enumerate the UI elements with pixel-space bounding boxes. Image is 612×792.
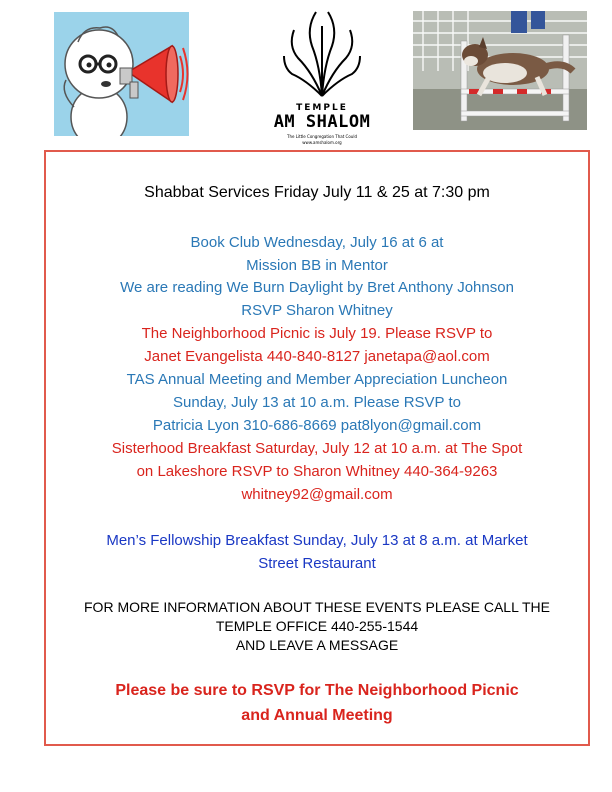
rsvp-reminder-line-2: and Annual Meeting [241,707,393,724]
info-line-2: TEMPLE OFFICE 440-255-1544 [215,618,419,634]
picnic-line-2: Janet Evangelista 440-840-8127 janetapa@aol.com [144,348,490,365]
logo-temple-label: TEMPLE [296,103,348,113]
info-line-3: AND LEAVE A MESSAGE [235,637,399,653]
logo-name: AM SHALOM [273,112,371,132]
sisterhood-line-2: on Lakeshore RSVP to Sharon Whitney 440-364-9263 [136,463,498,480]
rsvp-reminder-line-1: Please be sure to RSVP for The Neighborhood Picnic [115,682,519,699]
book-club-line-1: Book Club Wednesday, July 16 at 6 at [190,234,444,251]
info-line-1: FOR MORE INFORMATION ABOUT THESE EVENTS PLEASE CALL THE [84,599,550,615]
mens-breakfast-line-1: Men’s Fellowship Breakfast Sunday, July 13 at 8 a.m. at Market [106,532,528,549]
annual-meeting-line-2: Sunday, July 13 at 10 a.m. Please RSVP to [173,394,461,411]
mens-breakfast-line-2: Street Restaurant [258,555,376,572]
logo-tagline: The Little Congregation That Could [287,134,357,139]
dog-agility-photo [413,11,587,130]
sisterhood-line-1: Sisterhood Breakfast Saturday, July 12 at 10 a.m. at The Spot [111,440,523,457]
temple-logo [272,6,372,152]
event-flyer-box [44,150,590,746]
shabbat-services-line: Shabbat Services Friday July 11 & 25 at 7:30 pm [144,184,490,201]
flame-emblem-icon [272,6,372,102]
picnic-line-1: The Neighborhood Picnic is July 19. Please RSVP to [141,325,493,342]
book-club-line-3: We are reading We Burn Daylight by Bret Anthony Johnson [120,279,514,296]
annual-meeting-line-1: TAS Annual Meeting and Member Appreciation Luncheon [126,371,508,388]
logo-url: www.amshalom.org [302,140,342,145]
book-club-line-2: Mission BB in Mentor [246,257,388,274]
annual-meeting-line-3: Patricia Lyon 310-686-8669 pat8lyon@gmail.com [152,417,482,434]
book-club-line-4: RSVP Sharon Whitney [241,302,393,319]
megaphone-announcement-image [54,12,189,136]
sisterhood-line-3: whitney92@gmail.com [241,486,393,503]
